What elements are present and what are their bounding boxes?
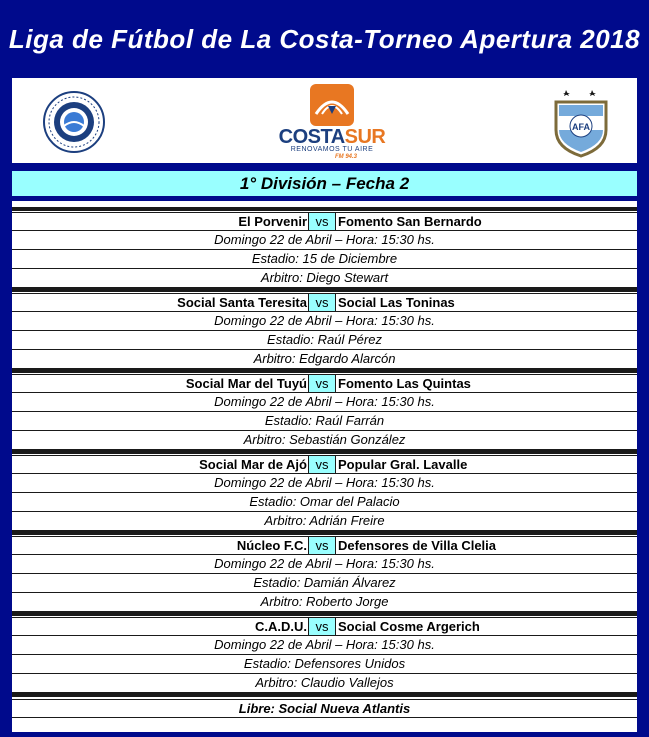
match-separator bbox=[12, 450, 637, 454]
versus-label: vs bbox=[309, 537, 336, 554]
match-block bbox=[12, 455, 637, 535]
afa-shield-icon bbox=[550, 86, 612, 158]
match-separator bbox=[12, 207, 637, 211]
away-team: Social Las Toninas bbox=[338, 295, 455, 310]
match-block bbox=[12, 617, 637, 697]
match-stadium: Estadio: Raúl Farrán bbox=[12, 412, 637, 431]
match-referee: Arbitro: Claudio Vallejos bbox=[12, 674, 637, 693]
match-separator bbox=[12, 369, 637, 373]
home-team: Social Santa Teresita bbox=[12, 294, 309, 311]
costa-sur-fm: FM 94.3 bbox=[335, 154, 358, 160]
match-block bbox=[12, 374, 637, 454]
match-block bbox=[12, 293, 637, 373]
match-separator bbox=[12, 612, 637, 616]
poster-title: Liga de Fútbol de La Costa-Torneo Apertura 2018 bbox=[8, 23, 641, 54]
away-team: Fomento San Bernardo bbox=[338, 214, 482, 229]
match-teams-row bbox=[12, 374, 637, 393]
match-date: Domingo 22 de Abril – Hora: 15:30 hs. bbox=[12, 312, 637, 331]
costa-sur-emblem-icon bbox=[310, 84, 354, 126]
match-referee: Arbitro: Diego Stewart bbox=[12, 269, 637, 288]
versus-label: vs bbox=[309, 456, 336, 473]
match-block bbox=[12, 536, 637, 616]
home-team: Núcleo F.C. bbox=[12, 537, 309, 554]
away-team: Popular Gral. Lavalle bbox=[338, 457, 468, 472]
match-date: Domingo 22 de Abril – Hora: 15:30 hs. bbox=[12, 555, 637, 574]
match-teams-row bbox=[12, 617, 637, 636]
match-date: Domingo 22 de Abril – Hora: 15:30 hs. bbox=[12, 231, 637, 250]
home-team: Social Mar del Tuyú bbox=[12, 375, 309, 392]
versus-label: vs bbox=[309, 375, 336, 392]
away-team: Fomento Las Quintas bbox=[338, 376, 471, 391]
logo-bar bbox=[12, 78, 637, 163]
match-referee: Arbitro: Edgardo Alarcón bbox=[12, 350, 637, 369]
versus-label: vs bbox=[309, 618, 336, 635]
away-team: Defensores de Villa Clelia bbox=[338, 538, 496, 553]
away-team: Social Cosme Argerich bbox=[338, 619, 480, 634]
match-stadium: Estadio: Raúl Pérez bbox=[12, 331, 637, 350]
match-separator bbox=[12, 693, 637, 697]
match-date: Domingo 22 de Abril – Hora: 15:30 hs. bbox=[12, 393, 637, 412]
match-teams-row bbox=[12, 212, 637, 231]
liga-futbol-costa-seal-icon bbox=[42, 90, 106, 154]
match-separator bbox=[12, 531, 637, 535]
versus-label: vs bbox=[309, 213, 336, 230]
home-team: C.A.D.U. bbox=[12, 618, 309, 635]
match-stadium: Estadio: Defensores Unidos bbox=[12, 655, 637, 674]
match-referee: Arbitro: Adrián Freire bbox=[12, 512, 637, 531]
match-teams-row bbox=[12, 536, 637, 555]
match-referee: Arbitro: Sebastián González bbox=[12, 431, 637, 450]
match-block bbox=[12, 212, 637, 292]
match-stadium: Estadio: 15 de Diciembre bbox=[12, 250, 637, 269]
match-date: Domingo 22 de Abril – Hora: 15:30 hs. bbox=[12, 474, 637, 493]
costa-sur-slogan: RENOVAMOS TU AIRE bbox=[290, 146, 374, 153]
home-team: Social Mar de Ajó bbox=[12, 456, 309, 473]
match-teams-row bbox=[12, 293, 637, 312]
division-header: 1° División – Fecha 2 bbox=[12, 171, 637, 196]
match-date: Domingo 22 de Abril – Hora: 15:30 hs. bbox=[12, 636, 637, 655]
match-referee: Arbitro: Roberto Jorge bbox=[12, 593, 637, 612]
match-stadium: Estadio: Damián Álvarez bbox=[12, 574, 637, 593]
costa-sur-wordmark: COSTASUR bbox=[278, 126, 386, 148]
libre-team: Libre: Social Nueva Atlantis bbox=[12, 699, 637, 718]
costa-sur-logo bbox=[277, 84, 387, 162]
versus-label: vs bbox=[309, 294, 336, 311]
home-team: El Porvenir bbox=[12, 213, 309, 230]
match-separator bbox=[12, 288, 637, 292]
match-stadium: Estadio: Omar del Palacio bbox=[12, 493, 637, 512]
svg-text:AFA: AFA bbox=[572, 122, 590, 132]
match-teams-row bbox=[12, 455, 637, 474]
